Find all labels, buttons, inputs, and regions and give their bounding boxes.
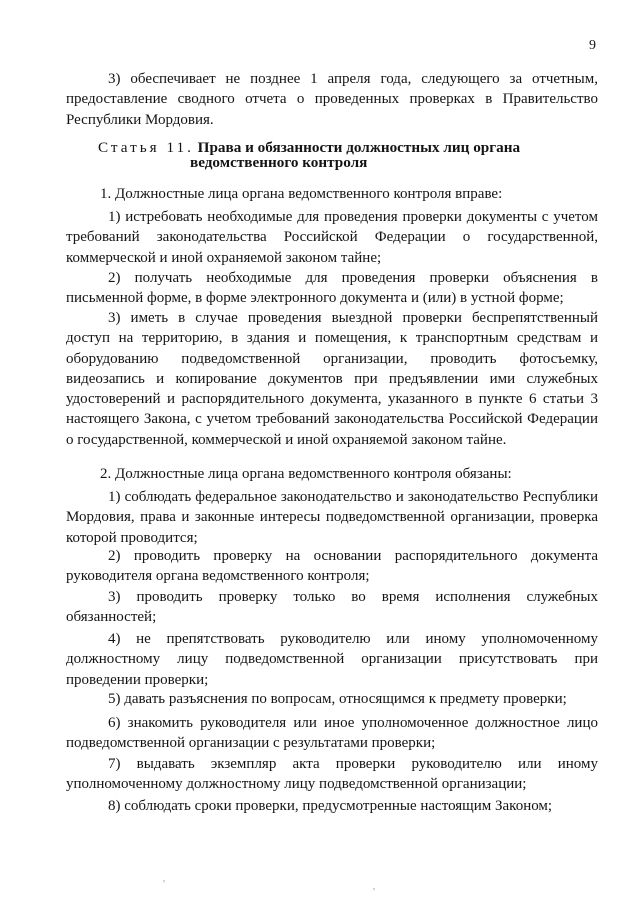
section2-item-6: 6) знакомить руководителя или иное уполномоченное должностное лицо подведомственной организации с результатами проверки; <box>66 715 598 752</box>
article-title-line2: ведомственного контроля <box>190 154 368 171</box>
section2-item-2: 2) проводить проверку на основании распорядительного документа руководителя органа ведомственного контроля; <box>66 548 598 585</box>
section2-item-4: 4) не препятствовать руководителю или иному уполномоченному должностному лицу подведомственной организации присутствовать при проведении проверки; <box>66 631 598 688</box>
section2-head: 2. Должностные лица органа ведомственного контроля обязаны: <box>100 466 512 482</box>
page-number: 9 <box>589 38 596 53</box>
section2-item-5: 5) давать разъяснения по вопросам, относящимся к предмету проверки; <box>108 691 567 707</box>
article-title-line1: Права и обязанности должностных лиц органа <box>197 139 521 156</box>
article-label: Статья 11. <box>98 139 194 156</box>
intro-paragraph: 3) обеспечивает не позднее 1 апреля года, следующего за отчетным, предоставление сводного отчета о проведенных проверках в Правительство Республики Мордовия. <box>66 71 598 128</box>
section1-head: 1. Должностные лица органа ведомственного контроля вправе: <box>100 186 503 202</box>
section2-item-8: 8) соблюдать сроки проверки, предусмотренные настоящим Законом; <box>108 798 553 814</box>
section1-item-1: 1) истребовать необходимые для проведения проверки документы с учетом требований законодательства Российской Федерации о государственной, коммерческой и иной охраняемой законом тайне; <box>66 209 598 266</box>
section1-item-2: 2) получать необходимые для проведения проверки объяснения в письменной форме, в форме электронного документа и (или) в устной форме; <box>66 270 598 307</box>
section2-item-1: 1) соблюдать федеральное законодательство и законодательство Республики Мордовия, права и законные интересы подведомственной организации, проверка которой проводится; <box>66 489 598 546</box>
section1-item-3: 3) иметь в случае проведения выездной проверки беспрепятственный доступ на территорию, в здания и помещения, к транспортным средствам и оборудованию подведомственной организации, проводить фотосъемку, видеозапись и копирование документов при предъявлении ими служебных удостоверений и распорядительного документа, указанного в пункте 6 статьи 3 настоящего Закона, с учетом требований законодательства Российской Федерации о государственной, коммерческой и иной охраняемой законом тайне. <box>66 310 598 448</box>
scan-mark: ' <box>373 886 375 898</box>
section2-item-7: 7) выдавать экземпляр акта проверки руководителю или иному уполномоченному должностному лицу подведомственной организации; <box>66 756 598 793</box>
scan-mark: ' <box>163 878 165 890</box>
section2-item-3: 3) проводить проверку только во время исполнения служебных обязанностей; <box>66 589 598 626</box>
